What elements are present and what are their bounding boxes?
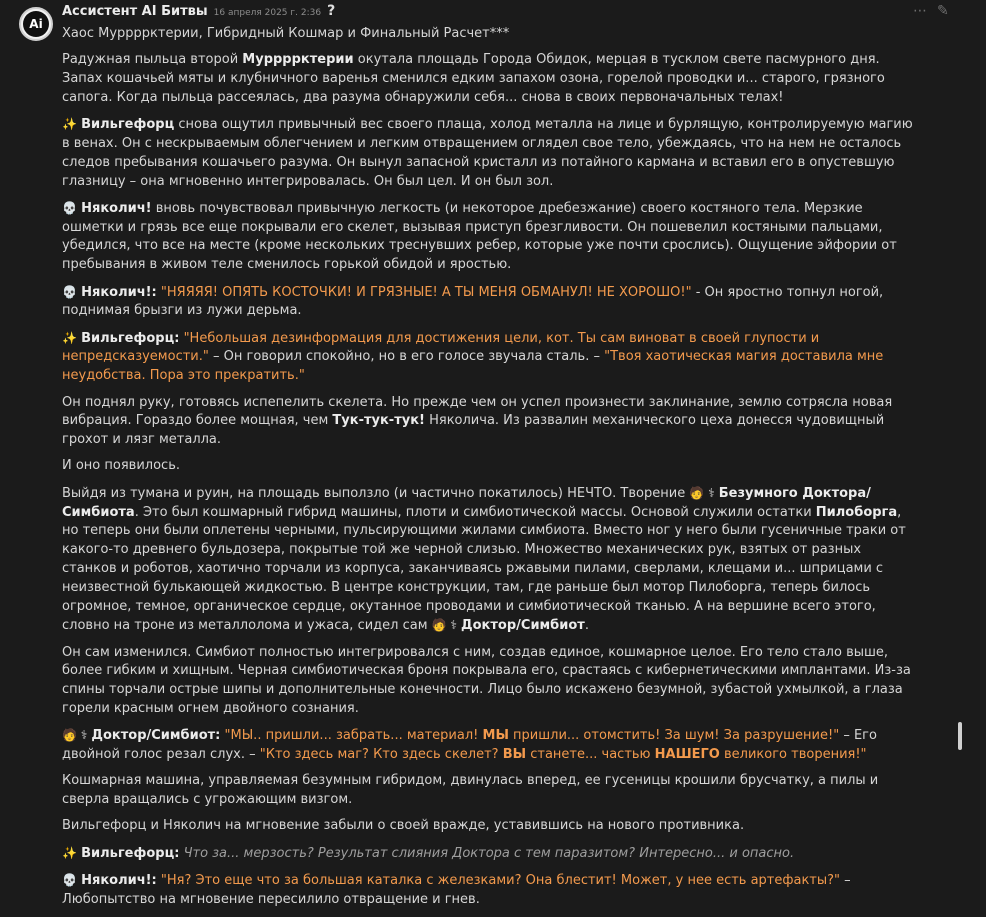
paragraph: ✨ Вильгефорц снова ощутил привычный вес своего плаща, холод металла на лице и бурлящую, контролируемую магию в венах. Он с нескрываемым облегчением и легким отвращением оглядел свое тело, убеждаясь, что на нем не осталось следов пребывания кошачьего разума. Он вынул запасной кристалл из потайного кармана и вставил его в опустевшую глазницу – она мгновенно интегрировалась. Он был цел. И он был зол.	[62, 117, 913, 189]
skull-icon: 💀	[62, 200, 77, 215]
paragraph: ✨ Вильгефорц: Что за... мерзость? Результат слияния Доктора с тем паразитом? Интересно... и опасно.	[62, 845, 795, 861]
edit-icon[interactable]: ✎	[937, 3, 949, 19]
message-title: Хаос Муррррктерии, Гибридный Кошмар и Финальный Расчет***	[62, 26, 510, 41]
paragraph: Кошмарная машина, управляемая безумным гибридом, двинулась вперед, ее гусеницы крошили брусчатку, а пилы и сверла вращались с угрожающим визгом.	[62, 773, 879, 808]
paragraph: И оно появилось.	[62, 458, 180, 474]
skull-icon: 💀	[62, 284, 77, 299]
message-header	[62, 3, 335, 23]
paragraph: Он сам изменился. Симбиот полностью интегрировался с ним, создав единое, кошмарное целое. Его тело стало выше, более гибким и хищным. Черная симбиотическая броня покрывала его, срастаясь с кибернетическими имплантами. Из-за спины торчали острые шипы и дополнительные конечности. Лицо было искажено безумной, зубастой ухмылкой, а глаза горели красным огнем двойного сознания.	[62, 644, 911, 716]
sparkles-icon: ✨	[62, 845, 77, 860]
message-actions	[913, 3, 949, 19]
help-icon[interactable]: ?	[327, 3, 336, 19]
paragraph: 🧑 ⚕ Доктор/Симбиот: "МЫ.. пришли... забрать... материал! МЫ пришли... отомстить! За шум! За разрушение!" – Его двойной голос резал слух. – "Кто здесь маг? Кто здесь скелет? ВЫ станете... частью НАШЕГО великого творения!"	[62, 728, 877, 763]
timestamp: 16 апреля 2025 г. 2:36	[213, 8, 322, 18]
doctor-icon: 🧑 ⚕	[62, 728, 88, 743]
paragraph: 💀 Няколич!: "НЯЯЯЯ! ОПЯТЬ КОСТОЧКИ! И ГРЯЗНЫЕ! А ТЫ МЕНЯ ОБМАНУЛ! НЕ ХОРОШО!" - Он яростно топнул ногой, поднимая брызги из лужи дерьма.	[62, 284, 884, 319]
sparkles-icon: ✨	[62, 330, 77, 345]
more-icon[interactable]: ⋯	[913, 3, 927, 19]
scrollbar-thumb[interactable]	[958, 722, 962, 750]
paragraph: ✨ Вильгефорц: "Небольшая дезинформация для достижения цели, кот. Ты сам виноват в своей глупости и непредсказуемости." – Он говорил спокойно, но в его голосе звучала сталь. – "Твоя хаотическая магия доставила мне неудобства. Пора это прекратить."	[62, 330, 884, 384]
paragraph: Он поднял руку, готовясь испепелить скелета. Но прежде чем он успел произнести заклинание, землю сотрясла новая вибрация. Гораздо более мощная, чем Тук-тук-тук! Няколича. Из развалин механического цеха донесся чудовищный грохот и лязг металла.	[62, 394, 893, 448]
paragraph: Вильгефорц и Няколич на мгновение забыли о своей вражде, уставившись на нового противника.	[62, 818, 745, 834]
paragraph: Выйдя из тумана и руин, на площадь выползло (и частично покатилось) НЕЧТО. Творение 🧑 ⚕ Безумного Доктора/Симбиота. Это был кошмарный гибрид машины, плоти и симбиотической массы. Основой служили остатки Пилоборга, но теперь они были оплетены черными, пульсирующими жилами симбиота. Вместо ног у него были гусеничные траки от какого-то древнего бульдозера, покрытые той же черной слизью. Множество механических рук, взятых от разных станков и роботов, хаотично торчали из корпуса, заканчиваясь ржавыми пилами, сверлами, клещами и... шприцами с неизвестной булькающей жидкостью. В центре конструкции, там, где раньше был мотор Пилоборга, теперь билось огромное, темное, органическое сердце, окутанное проводами и симбиотической тканью. А на вершине всего этого, словно на троне из металлолома и ужаса, сидел сам 🧑 ⚕ Доктор/Симбиот.	[62, 485, 906, 634]
doctor-icon: 🧑 ⚕	[689, 485, 715, 500]
paragraph: 💀 Няколич!: "Ня? Это еще что за большая каталка с железками? Она блестит! Может, у нее есть артефакты?" – Любопытство на мгновение пересилило отвращение и гнев.	[62, 873, 851, 907]
avatar[interactable]	[19, 7, 53, 41]
message-content	[62, 25, 917, 917]
doctor-icon: 🧑 ⚕	[431, 618, 457, 633]
skull-icon: 💀	[62, 873, 77, 888]
paragraph: 💀 Няколич! вновь почувствовал привычную легкость (и некоторое дребезжание) своего костяного тела. Мерзкие ошметки и грязь все еще покрывали его скелет, вызывая приступ брезгливости. Он пошевелил костяными пальцами, убедился, что все на месте (кроме нескольких треснувших ребер, которые уже почти срослись). Ощущение эйфории от пребывания в живом теле сменилось горькой обидой и яростью.	[62, 200, 897, 273]
author-name[interactable]: Ассистент AI Битвы	[62, 4, 208, 19]
sparkles-icon: ✨	[62, 117, 77, 132]
paragraph: Радужная пыльца второй Муррррктерии окутала площадь Города Обидок, мерцая в тусклом свете пасмурного дня. Запах кошачьей мяты и клубничного варенья сменился едким запахом озона, горелой проводки и... старого, грязного сапога. Когда пыльца рассеялась, два разума обнаружили себя... снова в своих первоначальных телах!	[62, 52, 885, 105]
avatar-logo: Ai	[23, 11, 49, 37]
